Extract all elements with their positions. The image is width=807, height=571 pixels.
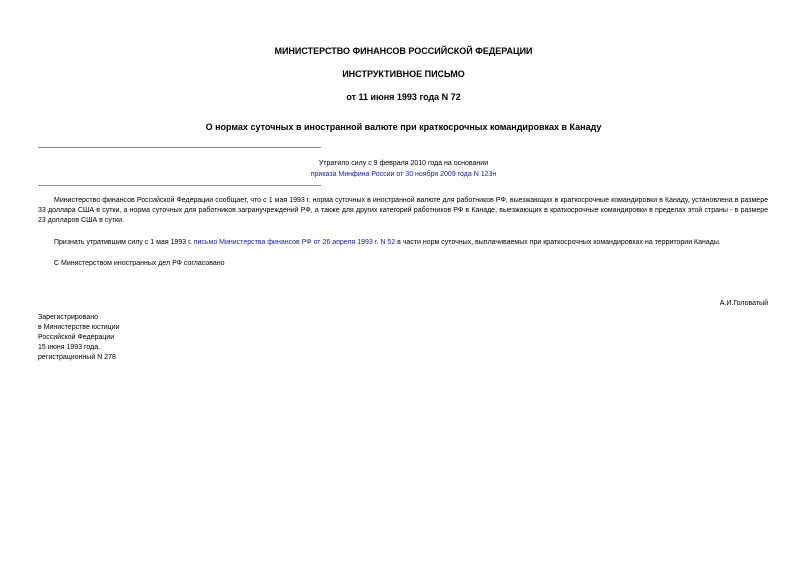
- body-paragraph-2: [38, 238, 768, 248]
- ministry-letter-link[interactable]: письмо Министерства финансов РФ от 26 апреля 1993 г. N 52: [193, 239, 396, 246]
- body-paragraph-1: Министерство финансов Российской Федерации сообщает, что с 1 мая 1993 г. норма суточных в иностранной валюте для работников РФ, выезжающих в краткосрочные командировки в Канаду, установлена в размере 33 доллара США в сутки, а норма суточных для работников загранучреждений РФ, а также для других категорий работников РФ в Канаде, выезжающих в краткосрочные командировки в пределах этой страны - в размере 23 долларов США в сутки.: [38, 197, 768, 224]
- registration-line-3: Российской Федерации: [38, 334, 115, 341]
- status-note: Утратило силу с 9 февраля 2010 года на основании: [318, 160, 489, 167]
- document-type-heading: ИНСТРУКТИВНОЕ ПИСЬМО: [342, 69, 465, 79]
- document-date-heading: от 11 июня 1993 года N 72: [346, 92, 461, 102]
- paragraph-2-text-before: Признать утратившим силу с 1 мая 1993 г.: [54, 239, 194, 246]
- repeal-order-link[interactable]: приказа Минфина России от 30 ноября 2009 года N 123н: [310, 171, 497, 178]
- registration-line-4: 15 июня 1993 года,: [38, 344, 101, 351]
- registration-line-2: в Министерстве юстиции: [38, 324, 120, 331]
- signature: А.И.Головатый: [719, 300, 768, 307]
- status-divider-top: [38, 147, 321, 148]
- document-subject-heading: О нормах суточных в иностранной валюте при краткосрочных командировках в Канаду: [205, 122, 602, 132]
- status-link-line: [0, 170, 807, 179]
- registration-line-1: Зарегистрировано: [38, 314, 98, 321]
- status-divider-bottom: [38, 185, 321, 186]
- ministry-heading: МИНИСТЕРСТВО ФИНАНСОВ РОССИЙСКОЙ ФЕДЕРАЦИИ: [274, 46, 533, 56]
- paragraph-2-text-after: в части норм суточных, выплачиваемых при краткосрочных командировках на территории Канады.: [395, 239, 721, 246]
- body-paragraph-3: С Министерством иностранных дел РФ согласовано: [54, 260, 225, 267]
- registration-block: [38, 313, 119, 363]
- registration-line-5: регистрационный N 278: [38, 354, 116, 361]
